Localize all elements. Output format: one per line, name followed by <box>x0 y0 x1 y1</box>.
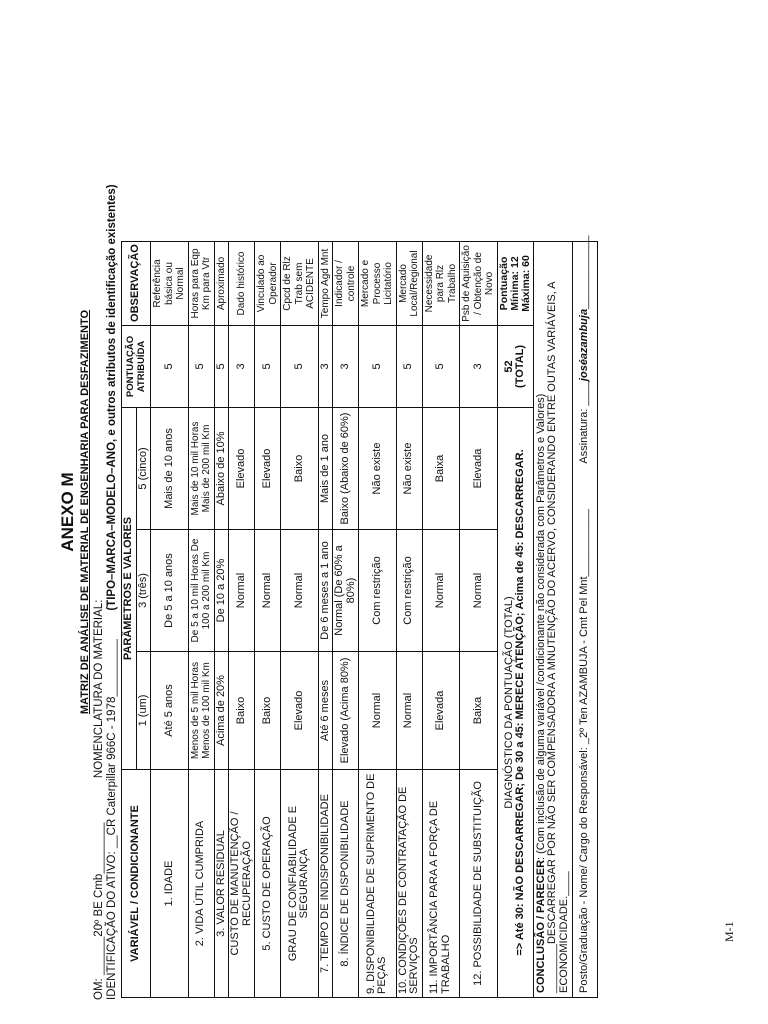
observation: Cpcd de Rlz Trab sem ACIDENTE <box>281 241 319 325</box>
param-3: De 5 a 10 anos <box>151 530 189 652</box>
score: 3 <box>229 325 255 407</box>
conclusion-intro: : (Com inclusão de alguma variável /condicionante não considerada com Parâmetros e Valores) <box>534 393 547 860</box>
asset-header: OM: ______20º BE Cmb________ NOMENCLATURA DO MATERIAL: IDENTIFICAÇÃO DO ATIVO: __CR Caterpillar 966C - 1978_________ (TIPO–MARCA–MODELO–ANO, e outros atributos de identificação existentes) <box>93 184 118 1000</box>
param-3: De 6 meses a 1 ano <box>318 530 333 652</box>
om-value: 20º BE Cmb <box>93 873 105 937</box>
diagnosis-rule-b: De 30 a 45: MERECE ATENÇÃO; <box>514 612 526 781</box>
observation: Dado histórico <box>229 241 255 325</box>
conclusion-cell: CONCLUSÃO / PARECER: (Com inclusão de alguma variável /condicionante não considerada com Parâmetros e Valores) ________DESCARREGAR POR NÃO SER COMPENSADORA A MNUTENÇÃO DO ACERVO, CONSIDERANDO ENTRE OUTAS VARIÁVEIS, A ECONOMICIDADE.____ <box>533 241 573 997</box>
observation: Referência básica ou Normal <box>151 241 189 325</box>
param-1: Normal <box>359 652 397 770</box>
observation: Horas para Eqp Km para Vtr <box>188 241 214 325</box>
table-row <box>255 33 281 997</box>
diagnosis-title: DIAGNÓSTICO DA PONTUAÇÃO (TOTAL) <box>502 596 515 809</box>
nomenclature-label: NOMENCLATURA DO MATERIAL: <box>93 599 105 779</box>
observation: Tempo Agd Mnt <box>318 241 333 325</box>
param-5: Baixo <box>281 407 319 529</box>
observation: Necessidade para Rlz Trabalho <box>422 241 460 325</box>
score: 3 <box>460 325 498 407</box>
variable-name: 12. POSSIBILIDADE DE SUBSTITUIÇÃO <box>460 770 498 998</box>
param-1: Menos de 5 mil Horas Menos de 100 mil Km <box>188 652 214 770</box>
table-row <box>422 33 460 997</box>
param-5: Mais de 10 mil Horas Mais de 200 mil Km <box>188 407 214 529</box>
variable-name: 9. DISPONIBILIDADE DE SUPRIMENTO DE PEÇAS <box>359 770 397 998</box>
score: 5 <box>359 325 397 407</box>
param-5: Elevada <box>460 407 498 529</box>
rotated-page <box>54 22 714 1002</box>
score-max: Máxima: 60 <box>519 255 532 312</box>
responsible-value: 2º Ten AZAMBUJA - Cmt Pel Mnt <box>578 576 590 738</box>
variable-name: CUSTO DE MANUTENÇÃO / RECUPERAÇÃO <box>229 770 255 998</box>
diagnosis-rule-c: Acima de 45: DESCARREGAR. <box>514 449 526 610</box>
table-row <box>151 33 189 997</box>
variable-name: 2. VIDA ÚTIL CUMPRIDA <box>188 770 214 998</box>
score: 5 <box>422 325 460 407</box>
signature-row <box>573 33 598 997</box>
param-5: Mais de 10 anos <box>151 407 189 529</box>
variable-name: GRAU DE CONFIABILIDADE E SEGURANÇA <box>281 770 319 998</box>
param-3: Normal <box>255 530 281 652</box>
param-5: Abaixo de 10% <box>214 407 229 529</box>
variable-name: 8. ÍNDICE DE DISPONIBILIDADE <box>333 770 359 998</box>
variable-name: 1. IDADE <box>151 770 189 998</box>
param-3: Normal <box>281 530 319 652</box>
score: 5 <box>188 325 214 407</box>
param-1: Baixo <box>229 652 255 770</box>
variable-name: 7. TEMPO DE INDISPONIBILIDADE <box>318 770 333 998</box>
total-score-cell <box>497 325 533 407</box>
variable-name: 10. CONDIÇÕES DE CONTRATAÇÃO DE SERVIÇOS <box>396 770 422 998</box>
table-row <box>333 33 359 997</box>
observation: Aproximado <box>214 241 229 325</box>
signature-cell: Posto/Graduação - Nome/ Cargo do Responsável: _2º Ten AZAMBUJA - Cmt Pel Mnt___________ Assinatura: ____joséazambuja____________ <box>573 241 598 997</box>
observation: Vinculado ao Operador <box>255 241 281 325</box>
table-row <box>229 33 255 997</box>
param-1: Baixo <box>255 652 281 770</box>
score: 5 <box>396 325 422 407</box>
param-1: Elevada <box>422 652 460 770</box>
score: 5 <box>281 325 319 407</box>
param-1: Acima de 20% <box>214 652 229 770</box>
param-1: Elevado (Acima 80%) <box>333 652 359 770</box>
page-number: M-1 <box>722 921 736 942</box>
param-3: Normal <box>229 530 255 652</box>
table-row <box>281 33 319 997</box>
col-p3-header: 3 (três) <box>136 530 151 652</box>
table-row <box>460 33 498 997</box>
annex-subtitle: MATRIZ DE ANÁLISE DE MATERIAL DE ENGENHARIA PARA DESFAZIMENTO <box>79 309 91 715</box>
table-row <box>396 33 422 997</box>
conclusion-row <box>533 33 573 997</box>
param-3: Normal <box>460 530 498 652</box>
table-row <box>359 33 397 997</box>
param-5: Elevado <box>255 407 281 529</box>
score-summary-title: Pontuação <box>497 256 510 311</box>
param-5: Mais de 1 ano <box>318 407 333 529</box>
table-row <box>318 33 333 997</box>
col-params-header: PARÂMETROS E VALORES <box>122 407 137 769</box>
param-3: Normal (De 60% a 80%) <box>333 530 359 652</box>
score-min: Mínima: 12 <box>508 256 521 311</box>
col-score-header: PONTUAÇÃO ATRIBUÍDA <box>122 325 151 407</box>
total-label: (TOTAL) <box>514 344 526 388</box>
id-label: IDENTIFICAÇÃO DO ATIVO: <box>106 851 118 1000</box>
col-obs-header: OBSERVAÇÃO <box>122 241 151 325</box>
param-1: Normal <box>396 652 422 770</box>
score: 3 <box>318 325 333 407</box>
param-5: Não existe <box>359 407 397 529</box>
table-row <box>214 33 229 997</box>
id-value: CR Caterpillar 966C - 1978 <box>106 696 118 836</box>
id-note: (TIPO–MARCA–MODELO–ANO, e outros atributos de identificação existentes) <box>106 184 118 611</box>
param-3: De 10 a 20% <box>214 530 229 652</box>
param-3: De 5 a 10 mil Horas De 100 a 200 mil Km <box>188 530 214 652</box>
analysis-matrix <box>121 33 598 998</box>
param-1: Elevado <box>281 652 319 770</box>
param-1: Até 6 meses <box>318 652 333 770</box>
param-5: Baixa <box>422 407 460 529</box>
om-label: OM: <box>93 978 105 1000</box>
total-value: 52 <box>502 360 515 373</box>
observation: Indicador / controle <box>333 241 359 325</box>
signature-value: joséazambuja <box>578 308 590 382</box>
conclusion-label: CONCLUSÃO / PARECER <box>534 859 547 993</box>
observation: Psb de Aquisição / Obtenção de Novo <box>460 241 498 325</box>
score: 5 <box>151 325 189 407</box>
param-5: Baixo (Abaixo de 60%) <box>333 407 359 529</box>
signature-label: Assinatura: <box>578 408 590 464</box>
param-3: Com restrição <box>359 530 397 652</box>
param-1: Baixa <box>460 652 498 770</box>
conclusion-text: DESCARREGAR POR NÃO SER COMPENSADORA A MNUTENÇÃO DO ACERVO, CONSIDERANDO ENTRE OUTAS VARIÁVEIS, A ECONOMICIDADE. <box>546 282 570 993</box>
diagnosis-row <box>497 33 533 997</box>
col-variable-header: VARIÁVEL / CONDICIONANTE <box>122 770 151 998</box>
param-3: Normal <box>422 530 460 652</box>
col-p1-header: 1 (um) <box>136 652 151 770</box>
score: 3 <box>333 325 359 407</box>
annex-title: ANEXO M <box>58 472 77 552</box>
param-1: Até 5 anos <box>151 652 189 770</box>
col-p5-header: 5 (cinco) <box>136 407 151 529</box>
score: 5 <box>255 325 281 407</box>
variable-name: 3. VALOR RESIDUAL <box>214 770 229 998</box>
variable-name: 5. CUSTO DE OPERAÇÃO <box>255 770 281 998</box>
param-5: Não existe <box>396 407 422 529</box>
variable-name: 11. IMPORTÂNCIA PARA A FORÇA DE TRABALHO <box>422 770 460 998</box>
responsible-label: Posto/Graduação - Nome/ Cargo do Responsável: <box>578 747 590 993</box>
score: 5 <box>214 325 229 407</box>
diagnosis-rule-a: => Até 30: NÃO DESCARREGAR; <box>514 783 526 956</box>
param-5: Elevado <box>229 407 255 529</box>
observation: Mercado Local/Regional <box>396 241 422 325</box>
diagnosis-cell <box>497 407 533 997</box>
param-3: Com restrição <box>396 530 422 652</box>
observation: Mercado e Processo Licitatório <box>359 241 397 325</box>
score-range-cell <box>497 241 533 325</box>
table-row <box>188 33 214 997</box>
